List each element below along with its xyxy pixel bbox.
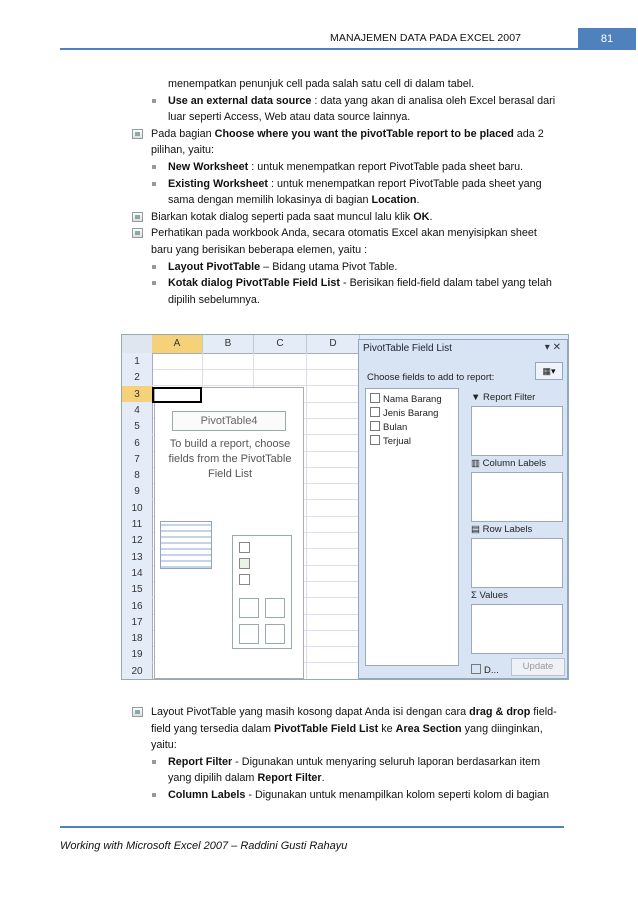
bullet-item: Use an external data source : data yang akan di analisa oleh Excel berasal dari (134, 93, 564, 110)
rows-icon: ▤ (471, 524, 483, 535)
columns-icon: ▥ (471, 458, 483, 469)
bullet-item: New Worksheet : untuk menempatkan report PivotTable pada sheet baru. (134, 159, 564, 176)
row-labels-zone[interactable] (471, 538, 563, 588)
bullet-square-icon (152, 182, 156, 186)
paragraph: Perhatikan pada workbook Anda, secara otomatis Excel akan menyisipkan sheet (134, 225, 564, 242)
row-header[interactable]: 11 (122, 516, 153, 534)
sigma-icon: Σ (471, 590, 480, 601)
column-header-d[interactable]: D (307, 335, 360, 353)
field-bulan[interactable]: Bulan (370, 421, 407, 433)
zone-illustration-icon (239, 598, 259, 618)
paragraph: Layout PivotTable yang masih kosong dapat Anda isi dengan cara drag & drop field- (134, 704, 564, 721)
footer-rule (60, 826, 564, 828)
bullet-square-icon (152, 265, 156, 269)
row-header[interactable]: 14 (122, 565, 153, 583)
values-header: Σ Values (471, 590, 508, 601)
column-labels-header: ▥ Column Labels (471, 458, 546, 469)
pivottable-name: PivotTable4 (172, 411, 286, 431)
values-zone[interactable] (471, 604, 563, 654)
choose-fields-label: Choose fields to add to report: (367, 372, 495, 383)
bullet-item: Report Filter - Digunakan untuk menyaring seluruh laporan berdasarkan item (134, 754, 564, 771)
bullet-item: Existing Worksheet : untuk menempatkan report PivotTable pada sheet yang (134, 176, 564, 193)
checkbox-icon[interactable] (471, 664, 481, 674)
row-header[interactable]: 7 (122, 451, 153, 469)
checkbox-illustration-icon (239, 542, 250, 553)
grid-line (306, 353, 307, 679)
picture-bullet-icon (132, 228, 143, 238)
column-labels-zone[interactable] (471, 472, 563, 522)
row-header[interactable]: 4 (122, 402, 153, 420)
row-header[interactable]: 6 (122, 435, 153, 453)
checkbox-icon[interactable] (370, 407, 380, 417)
row-header[interactable]: 13 (122, 549, 153, 567)
field-terjual[interactable]: Terjual (370, 435, 411, 447)
row-header[interactable]: 1 (122, 353, 153, 371)
row-header[interactable]: 17 (122, 614, 153, 632)
checkbox-icon[interactable] (370, 393, 380, 403)
row-header[interactable]: 16 (122, 598, 153, 616)
row-header[interactable]: 3 (122, 386, 153, 404)
checkbox-illustration-icon (239, 574, 250, 585)
row-header[interactable]: 19 (122, 646, 153, 664)
column-header-b[interactable]: B (203, 335, 254, 353)
defer-update-option[interactable]: D... (471, 664, 499, 676)
lower-text (134, 704, 564, 804)
row-header[interactable]: 15 (122, 581, 153, 599)
row-header[interactable]: 9 (122, 483, 153, 501)
row-header[interactable]: 20 (122, 663, 153, 680)
report-filter-header: ▼ Report Filter (471, 392, 536, 403)
report-filter-zone[interactable] (471, 406, 563, 456)
picture-bullet-icon (132, 212, 143, 222)
row-header[interactable]: 18 (122, 630, 153, 648)
text-line: field yang tersedia dalam PivotTable Field List ke Area Section yang diinginkan, (151, 722, 543, 735)
zone-illustration-icon (265, 598, 285, 618)
text-line: yang dipilih dalam Report Filter. (168, 772, 325, 785)
update-button[interactable]: Update (511, 658, 565, 676)
row-labels-header: ▤ Row Labels (471, 524, 533, 535)
layout-icon: ▦▾ (542, 366, 556, 376)
row-header[interactable]: 12 (122, 532, 153, 550)
table-illustration-icon (160, 521, 212, 569)
column-header-c[interactable]: C (254, 335, 307, 353)
field-checklist (365, 388, 459, 666)
text-line: menempatkan penunjuk cell pada salah satu cell di dalam tabel. (168, 78, 475, 90)
header-title: MANAJEMEN DATA PADA EXCEL 2007 (330, 32, 522, 44)
active-cell[interactable] (152, 387, 202, 403)
field-nama-barang[interactable]: Nama Barang (370, 393, 442, 405)
row-header[interactable]: 5 (122, 418, 153, 436)
field-list-illustration-icon (232, 535, 292, 649)
paragraph: Pada bagian Choose where you want the pivotTable report to be placed ada 2 (134, 126, 564, 143)
picture-bullet-icon (132, 707, 143, 717)
bullet-item: Layout PivotTable – Bidang utama Pivot Table. (134, 259, 564, 276)
checkbox-icon[interactable] (370, 435, 380, 445)
layout-options-button[interactable] (535, 362, 563, 380)
select-all-corner[interactable] (122, 335, 153, 353)
grid-line (152, 369, 362, 370)
checkbox-icon[interactable] (370, 421, 380, 431)
filter-icon: ▼ (471, 392, 484, 403)
excel-screenshot (121, 334, 569, 680)
upper-text (134, 76, 564, 308)
pivottable-field-list (358, 339, 568, 679)
row-header[interactable]: 2 (122, 369, 153, 387)
zone-illustration-icon (265, 624, 285, 644)
bullet-square-icon (152, 793, 156, 797)
bullet-square-icon (152, 760, 156, 764)
checked-checkbox-illustration-icon (239, 558, 250, 569)
pivottable-instructions: To build a report, choose fields from the PivotTable Field List (168, 438, 292, 480)
text-line: baru yang berisikan beberapa elemen, yaitu : (151, 243, 368, 256)
close-icon[interactable]: ✕ (552, 342, 561, 353)
field-jenis-barang[interactable]: Jenis Barang (370, 407, 438, 419)
zone-illustration-icon (239, 624, 259, 644)
column-header-a[interactable]: A (152, 335, 203, 353)
page-number: 81 (578, 28, 636, 48)
bullet-square-icon (152, 165, 156, 169)
text-line: pilihan, yaitu: (151, 144, 215, 157)
text-line: yaitu: (151, 739, 177, 752)
text-line: luar seperti Access, Web atau data source lainnya. (168, 111, 411, 124)
text-line: sama dengan memilih lokasinya di bagian Location. (168, 194, 420, 207)
picture-bullet-icon (132, 129, 143, 139)
paragraph: Biarkan kotak dialog seperti pada saat muncul lalu klik OK. (134, 209, 564, 226)
row-header[interactable]: 8 (122, 467, 153, 485)
footer-text: Working with Microsoft Excel 2007 – Raddini Gusti Rahayu (60, 840, 348, 852)
header-rule (60, 48, 636, 50)
bullet-item: Kotak dialog PivotTable Field List - Berisikan field-field dalam tabel yang telah (134, 275, 564, 292)
dropdown-arrow-icon[interactable]: ▾ (544, 342, 550, 353)
bullet-item: Column Labels - Digunakan untuk menampilkan kolom seperti kolom di bagian (134, 787, 564, 804)
bullet-square-icon (152, 99, 156, 103)
row-header[interactable]: 10 (122, 500, 153, 518)
field-list-title: PivotTable Field List (363, 343, 452, 354)
pane-controls (545, 342, 561, 353)
bullet-square-icon (152, 281, 156, 285)
text-line: dipilih sebelumnya. (168, 293, 260, 306)
